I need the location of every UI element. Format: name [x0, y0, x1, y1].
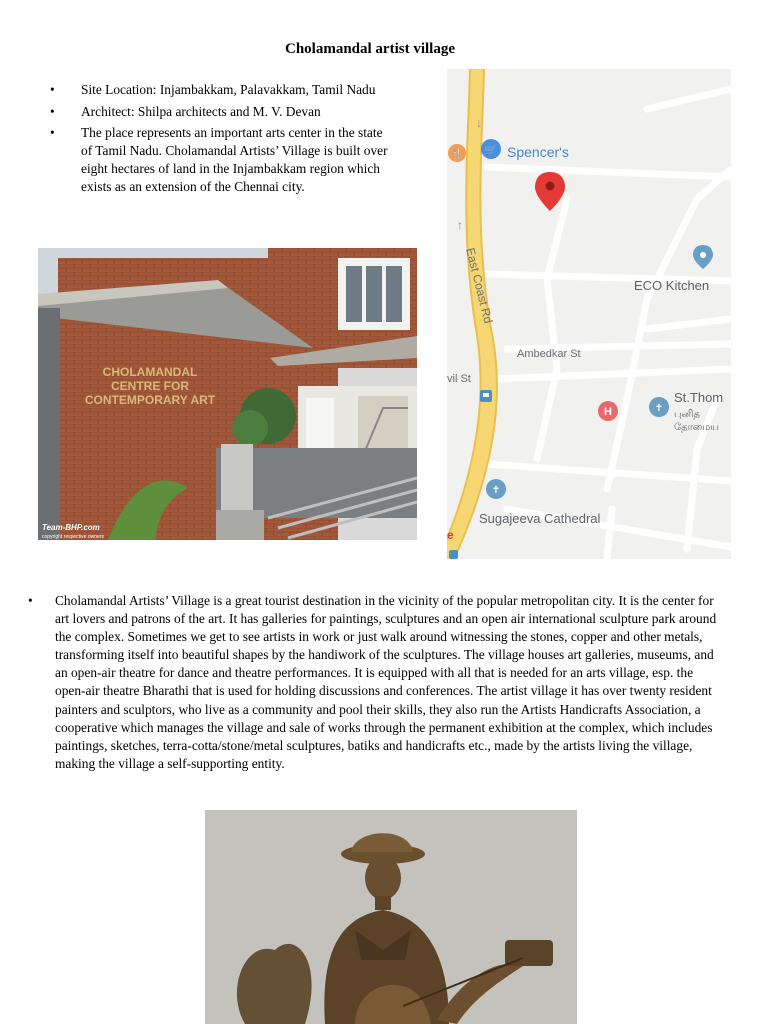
- sculpture-illustration: [205, 810, 577, 1024]
- place-st-thom-tamil: தோமைய: [674, 422, 719, 433]
- place-st-thom-tamil: புனித: [674, 409, 700, 420]
- bus-stop-icon[interactable]: [449, 550, 458, 559]
- church-icon[interactable]: [486, 479, 506, 499]
- place-st-thom[interactable]: St.Thom: [674, 390, 724, 405]
- bullet-text: Architect: Shilpa architects and M. V. Devan: [81, 103, 321, 119]
- bullet-description: [50, 124, 390, 195]
- info-bullet-list: [50, 81, 390, 199]
- location-map[interactable]: [447, 69, 731, 559]
- bullet-site-location: [50, 81, 390, 99]
- bullet-marker: •: [28, 593, 33, 608]
- svg-text:✝: ✝: [491, 485, 501, 496]
- road-arrow-icon: ↓: [476, 116, 482, 130]
- photo-watermark: Team-BHP.com: [42, 523, 100, 532]
- place-sugajeeva[interactable]: Sugajeeva Cathedral: [479, 511, 601, 526]
- place-eco-kitchen[interactable]: ECO Kitchen: [634, 278, 710, 293]
- church-icon[interactable]: [649, 397, 669, 417]
- sign-line: CHOLAMANDAL: [102, 365, 198, 379]
- page-title: Cholamandal artist village: [284, 41, 455, 57]
- bullet-marker: •: [50, 125, 55, 141]
- description-bullet: [28, 592, 718, 773]
- sculpture-photo: [205, 810, 577, 1024]
- building-illustration: [38, 248, 417, 540]
- bullet-marker: •: [50, 82, 55, 97]
- sign-line: CENTRE FOR: [111, 379, 189, 393]
- shopping-cart-icon[interactable]: [481, 139, 501, 159]
- street-vil: vil St: [447, 373, 471, 385]
- svg-text:🛒: 🛒: [484, 145, 498, 156]
- svg-text:🍴: 🍴: [450, 149, 464, 160]
- bullet-marker: •: [50, 103, 55, 119]
- street-ambedkar: Ambedkar St: [517, 348, 581, 360]
- description-paragraph: Cholamandal Artists’ Village is a great tourist destination in the vicinity of the popular metropolitan city. It is the center for art lovers and patrons of the art. It has galleries for paintings, sculptures and an open air international sculpture park around the complex. Sometimes we get to see artists in work or just walk around witnessing the stones, copper and other metals, transforming itself into beautiful shapes by the handiwork of the sculptures. The village houses art galleries, museums, and an open-air theatre for dance and theatre performances. It is equipped with all that is needed for an arts village, esp. the open-air theatre Bharathi that is used for holding discussions and conferences. The artist village it has over twenty resident painters and sculptors, who live as a community and pool their skills, they also run the Artists Handicrafts Association, a cooperative which manages the village and sale of works through the permanent exhibition at the complex, which includes paintings, sketches, terra-cotta/stone/metal sculptures, batiks and handicrafts etc., made by the artists living the village, making the village a self-supporting entity.: [55, 593, 717, 771]
- road-arrow-icon: ↑: [457, 218, 463, 232]
- bullet-text: The place represents an important arts center in the state of Tamil Nadu. Cholamandal Artists’ Village is built over eight hectares of land in the Injambakkam region which exists as an extension of the Chennai city.: [81, 125, 388, 194]
- svg-text:H: H: [604, 406, 612, 418]
- poi-restaurant-icon[interactable]: [448, 144, 466, 162]
- photo-watermark-sub: copyright respective owners: [42, 534, 104, 540]
- sign-line: CONTEMPORARY ART: [84, 393, 216, 407]
- place-spencers[interactable]: Spencer's: [507, 144, 569, 160]
- map-edge-label-icon: e: [447, 528, 454, 542]
- hospital-icon[interactable]: [598, 401, 618, 421]
- bus-stop-icon[interactable]: [480, 390, 492, 402]
- map-canvas: [447, 69, 731, 559]
- road-label: East Coast Rd: [463, 246, 496, 325]
- bullet-architect: [50, 103, 390, 121]
- bullet-text: Site Location: Injambakkam, Palavakkam, Tamil Nadu: [81, 82, 376, 97]
- svg-text:✝: ✝: [654, 403, 664, 414]
- building-photo: [38, 248, 417, 540]
